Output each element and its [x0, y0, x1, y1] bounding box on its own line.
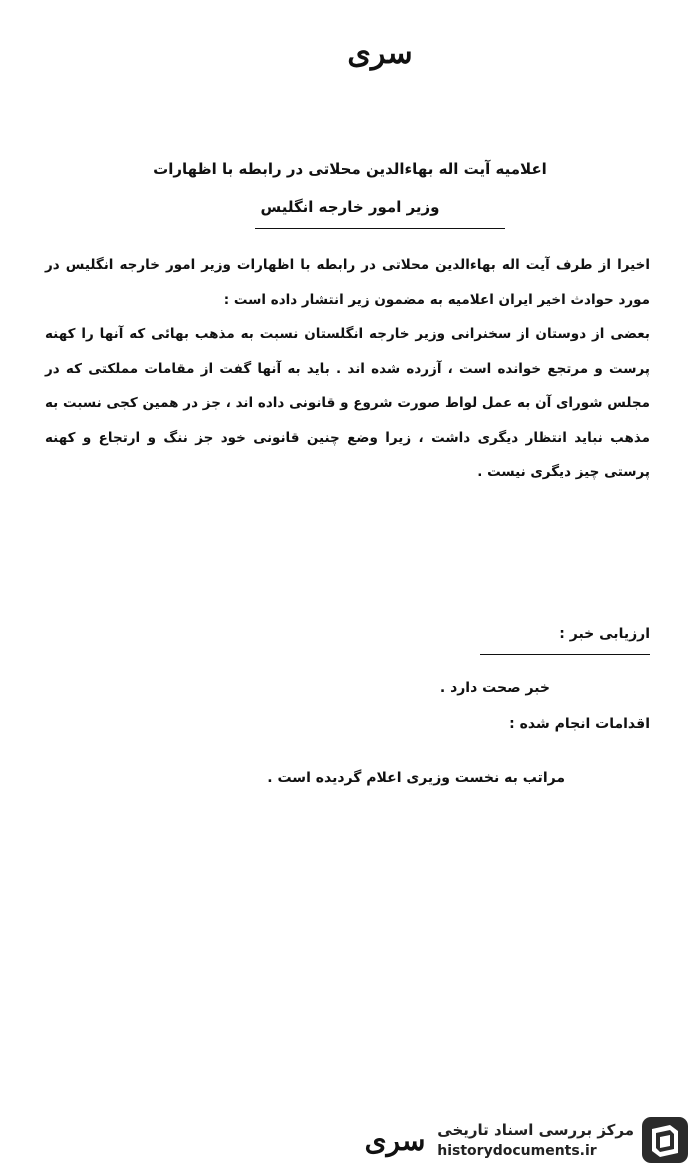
watermark-url[interactable]: historydocuments.ir	[437, 1143, 597, 1159]
evaluation-label: ارزیابی خبر :	[559, 626, 650, 642]
watermark-name: مرکز بررسی اسناد تاریخی	[437, 1121, 634, 1139]
body-paragraph: بعضی از دوستان از سخنرانی وزیر خارجه انگلستان نسبت به مذهب بهائی که آنها را کهنه پرست و مرتجع خوانده است ، آزرده شده اند . باید به آنها گفت از مقامات مملکتی که در مجلس شورای آن به عمل لواط صورت شروع و قانونی داده اند ، جز در همین کجی نسبت به مذهب نباید انتظار دیگری داشت ، زیرا وضع چنین قانونی خود جز ننگ و ارتجاع و کهنه پرستی چیز دیگری نیست .	[45, 326, 650, 480]
title-underline	[255, 228, 505, 229]
document-title: اعلامیه آیت اله بهاءالدین محلاتی در رابطه با اظهارات	[153, 160, 547, 178]
document-subtitle: وزیر امور خارجه انگلیس	[260, 198, 440, 216]
actions-text: مراتب به نخست وزیری اعلام گردیده است .	[267, 770, 565, 786]
watermark-text	[437, 1119, 634, 1161]
body-paragraph: اخیرا از طرف آیت اله بهاءالدین محلاتی در رابطه با اظهارات وزیر امور خارجه انگلیس در مورد حوادث اخیر ایران اعلامیه به مضمون زیر انتشار داده است :	[45, 257, 650, 308]
classification-footer: سری	[364, 1124, 426, 1157]
document-body	[45, 248, 650, 490]
watermark	[412, 1112, 690, 1168]
classification-header: سری	[347, 36, 413, 71]
actions-label: اقدامات انجام شده :	[509, 716, 650, 732]
evaluation-underline	[480, 654, 650, 655]
evaluation-text: خبر صحت دارد .	[439, 680, 550, 696]
archive-logo-icon	[640, 1115, 690, 1165]
